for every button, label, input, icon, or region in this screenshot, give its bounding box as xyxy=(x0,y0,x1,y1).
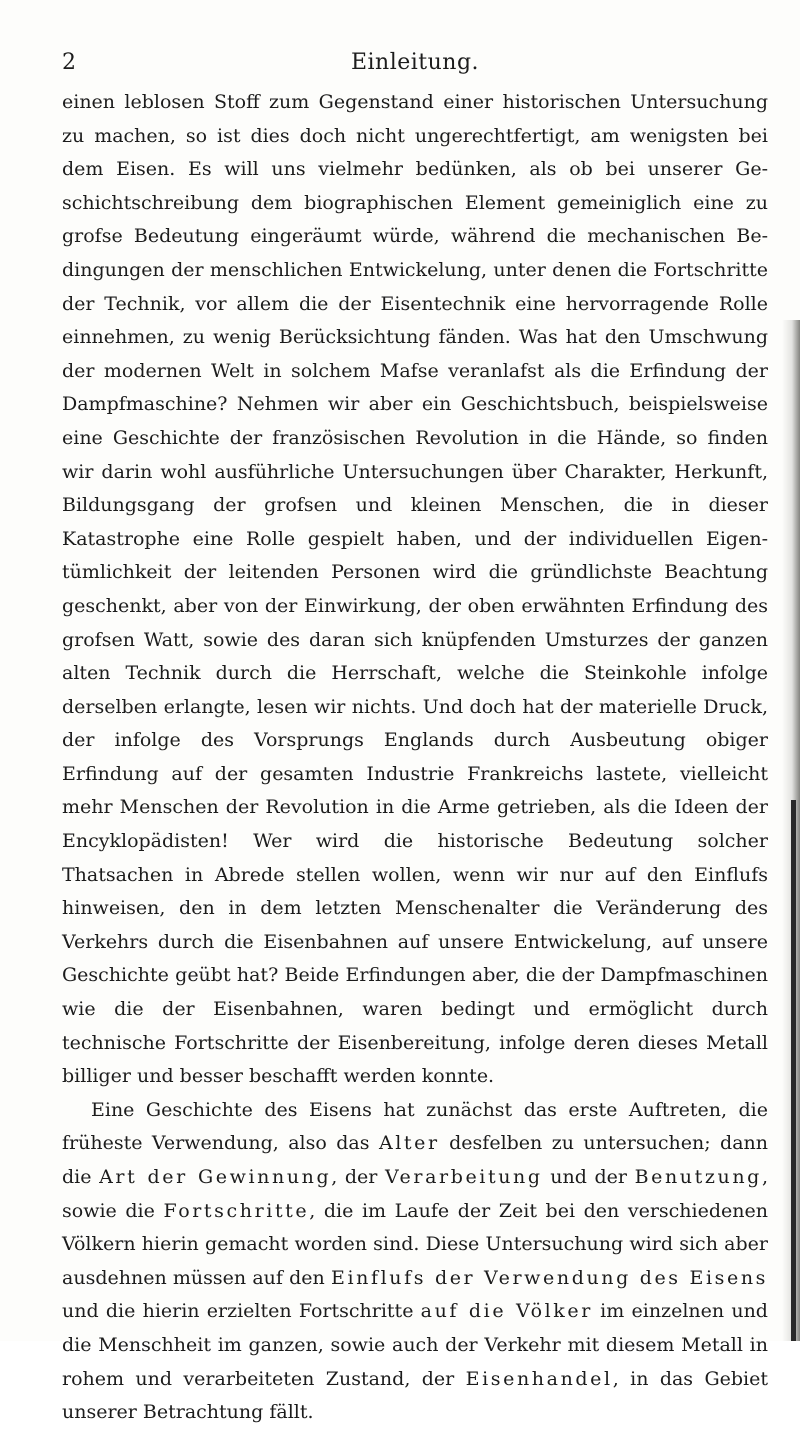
text-segment: , die im Laufe der Zeit bei den verschiedenen Völkern hierin gemacht worden sind. Diese Untersuchung wird sich aber ausdehnen müssen auf den xyxy=(62,1199,768,1289)
running-title: Einleitung. xyxy=(350,50,480,75)
page-number: 2 xyxy=(62,50,76,75)
emphasized-text: Fortschritte xyxy=(163,1199,310,1222)
emphasized-text: Benutzung xyxy=(634,1166,762,1188)
text-segment: und die hierin erzielten Fortschritte xyxy=(62,1300,421,1323)
running-head xyxy=(62,48,768,78)
text-segment: einen leblosen Stoff zum Gegenstand einer historischen Untersuchung zu machen, so ist dies doch nicht ungerechtfertigt, am wenigsten bei dem Eisen. Es will uns vielmehr bedünken, als ob bei unserer Geschichtschreibung dem biographischen Element gemeiniglich eine zu grofse Bedeutung eingeräumt würde, während die mechanischen Bedingungen der menschlichen Entwickelung, unter denen die Fortschritte der Technik, vor allem die der Eisentechnik eine hervorragende Rolle einnehmen, zu wenig Berücksichtung fänden. Was hat den Umschwung der modernen Welt in solchem Mafse veranlafst als die Erfindung der Dampfmaschine? Nehmen wir aber ein Geschichtsbuch, beispielsweise eine Geschichte der französischen Revolution in die Hände, so finden wir darin wohl ausführliche Untersuchungen über Charakter, Herkunft, Bildungsgang der grofsen und kleinen Menschen, die in dieser Katastrophe eine Rolle gespielt haben, und der individuellen Eigentümlichkeit der leitenden Personen wird die gründlichste Beachtung geschenkt, aber von der Einwirkung, der oben erwähnten Erfindung des grofsen Watt, sowie des daran sich knüpfenden Umsturzes der ganzen alten Technik durch die Herrschaft, welche die Steinkohle infolge derselben erlangte, lesen wir nichts. Und doch hat der materielle Druck, der infolge des Vorsprungs Englands durch Ausbeutung obiger Erfindung auf der gesamten Industrie Frankreichs lastete, vielleicht mehr Menschen der Revolution in die Arme getrieben, als die Ideen der Encyklopädisten! Wer wird die historische Bedeutung solcher Thatsachen in Abrede stellen wollen, wenn wir nur auf den Einflufs hinweisen, den in dem letzten Menschenalter die Veränderung des Verkehrs durch die Eisenbahnen auf unsere Entwickelung, auf unsere Geschichte geübt hat? Beide Erfindungen aber, die der Dampfmaschinen wie die der Eisenbahnen, waren bedingt und ermöglicht durch technische Fortschritte der Eisenbereitung, infolge deren dieses Metall billiger und besser beschafft werden konnte. xyxy=(62,91,768,1088)
text-segment: und der xyxy=(542,1166,635,1188)
text-segment: desfelben zu untersuchen; dann die xyxy=(62,1132,768,1188)
emphasized-text: Eisenhandel xyxy=(465,1367,613,1390)
page-edge-line xyxy=(791,800,796,1341)
emphasized-text: Alter xyxy=(378,1132,440,1155)
text-segment: , der xyxy=(331,1166,385,1188)
paragraph xyxy=(62,86,768,1094)
emphasized-text: auf die Völker xyxy=(420,1300,593,1323)
emphasized-text: Einflufs der Verwendung des Eisens xyxy=(331,1266,769,1289)
text-segment: im einzelnen und die Menschheit im ganzen, sowie auch der Verkehr mit diesem Metall in rohem und verarbeiteten Zustand, der xyxy=(62,1300,768,1390)
emphasized-text: Verarbeitung xyxy=(384,1166,543,1188)
body-text xyxy=(62,86,768,1430)
text-segment: Eine Geschichte des Eisens hat zunächst das erste Auftreten, die früheste Verwendung, also das xyxy=(62,1098,768,1155)
paragraph xyxy=(62,1094,768,1430)
emphasized-text: Art der Gewinnung xyxy=(99,1166,332,1188)
text-segment: , sowie die xyxy=(62,1166,768,1222)
text-segment: , in das Gebiet unserer Betrachtung fällt. xyxy=(62,1367,768,1424)
